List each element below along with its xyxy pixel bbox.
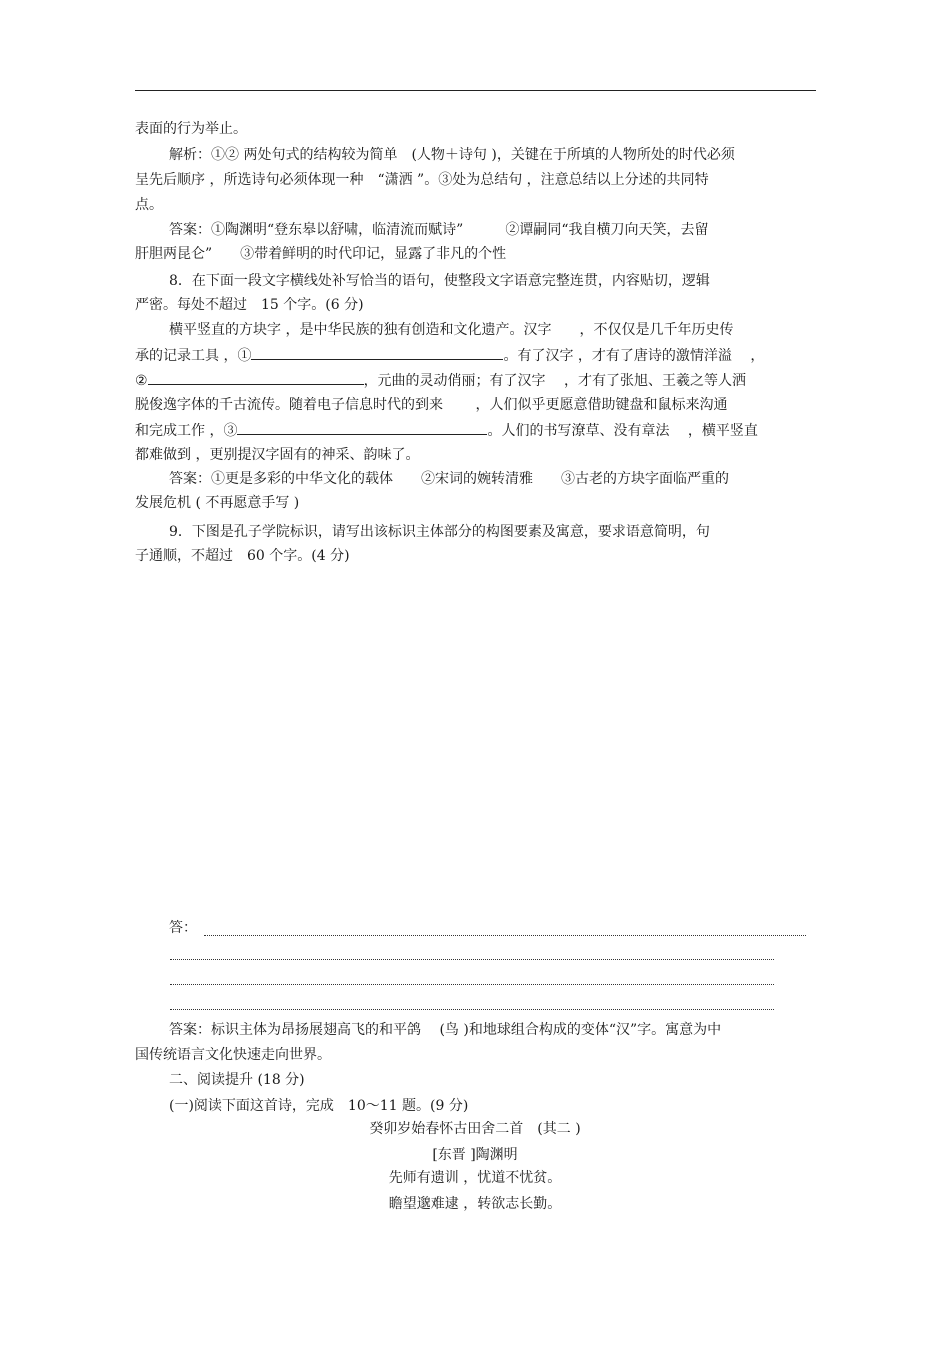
passage-line: ② ，元曲的灵动俏丽；有了汉字 ，才有了张旭、王羲之等人洒 — [135, 370, 746, 391]
fill-blank-1[interactable] — [251, 345, 503, 360]
figure-placeholder — [135, 575, 815, 895]
answer-label: 答： — [169, 920, 197, 936]
header-rule — [135, 90, 816, 91]
section-heading: 二、阅读提升 (18 分) — [169, 1072, 305, 1088]
question-9: 9．下图是孔子学院标识，请写出该标识主体部分的构图要素及寓意，要求语意简明，句 — [169, 524, 710, 540]
passage-line: 都难做到 ，更别提汉字固有的神采、韵味了。 — [135, 447, 420, 463]
question-8: 严密。每处不超过 15 个字。(6 分) — [135, 297, 364, 313]
answer-line: 国传统语言文化快速走向世界。 — [135, 1047, 331, 1063]
text-line: 表面的行为举止。 — [135, 121, 247, 137]
analysis-line: 呈先后顺序 ，所选诗句必须体现一种 “潇洒 ”。③处为总结句 ，注意总结以上分述的共同特 — [135, 172, 709, 188]
answer-dotted-line[interactable] — [170, 1009, 774, 1010]
question-8: 8．在下面一段文字横线处补写恰当的语句，使整段文字语意完整连贯，内容贴切，逻辑 — [169, 273, 710, 289]
poem-author: [东晋 ]陶渊明 — [432, 1147, 518, 1163]
poem-line: 瞻望邈难逮 ，转欲志长勤。 — [388, 1196, 562, 1212]
question-9: 子通顺，不超过 60 个字。(4 分) — [135, 548, 350, 564]
fill-blank-2[interactable] — [148, 370, 364, 385]
passage-line: 横平竖直的方块字 ，是中华民族的独有创造和文化遗产。汉字 ，不仅仅是几千年历史传 — [169, 322, 734, 338]
answer-line: 答案：①陶渊明“登东皋以舒啸，临清流而赋诗” ②谭嗣同“我自横刀向天笑，去留 — [169, 222, 709, 238]
fill-blank-3[interactable] — [237, 420, 487, 435]
poem-line: 先师有遗训 ，忧道不忧贫。 — [388, 1170, 562, 1186]
passage-line: 和完成工作 ，③ 。人们的书写潦草、没有章法 ，横平竖直 — [135, 420, 758, 441]
answer-line: 肝胆两昆仑” ③带着鲜明的时代印记，显露了非凡的个性 — [135, 246, 507, 262]
analysis-line: 解析：①② 两处句式的结构较为简单 (人物＋诗句 )，关键在于所填的人物所处的时代必须 — [169, 147, 735, 163]
answer-dotted-line[interactable] — [170, 959, 774, 960]
answer-line: 发展危机 ( 不再愿意手写 ) — [135, 495, 300, 511]
answer-line: 答案：标识主体为昂扬展翅高飞的和平鸽 (鸟 )和地球组合构成的变体“汉”字。寓意为中 — [169, 1022, 722, 1038]
poem-title: 癸卯岁始春怀古田舍二首 (其二 ) — [369, 1121, 581, 1137]
analysis-line: 点。 — [135, 197, 163, 213]
answer-line: 答案：①更是多彩的中华文化的载体 ②宋词的婉转清雅 ③古老的方块字面临严重的 — [169, 471, 729, 487]
passage-line: 脱俊逸字体的千古流传。随着电子信息时代的到来 ，人们似乎更愿意借助键盘和鼠标来沟通 — [135, 397, 728, 413]
answer-dotted-line[interactable] — [170, 984, 774, 985]
passage-line: 承的记录工具 ，① 。有了汉字 ，才有了唐诗的激情洋溢 ， — [135, 345, 764, 366]
subsection-heading: (一)阅读下面这首诗，完成 10～11 题。(9 分) — [169, 1098, 469, 1114]
answer-dotted-line[interactable] — [204, 935, 806, 936]
